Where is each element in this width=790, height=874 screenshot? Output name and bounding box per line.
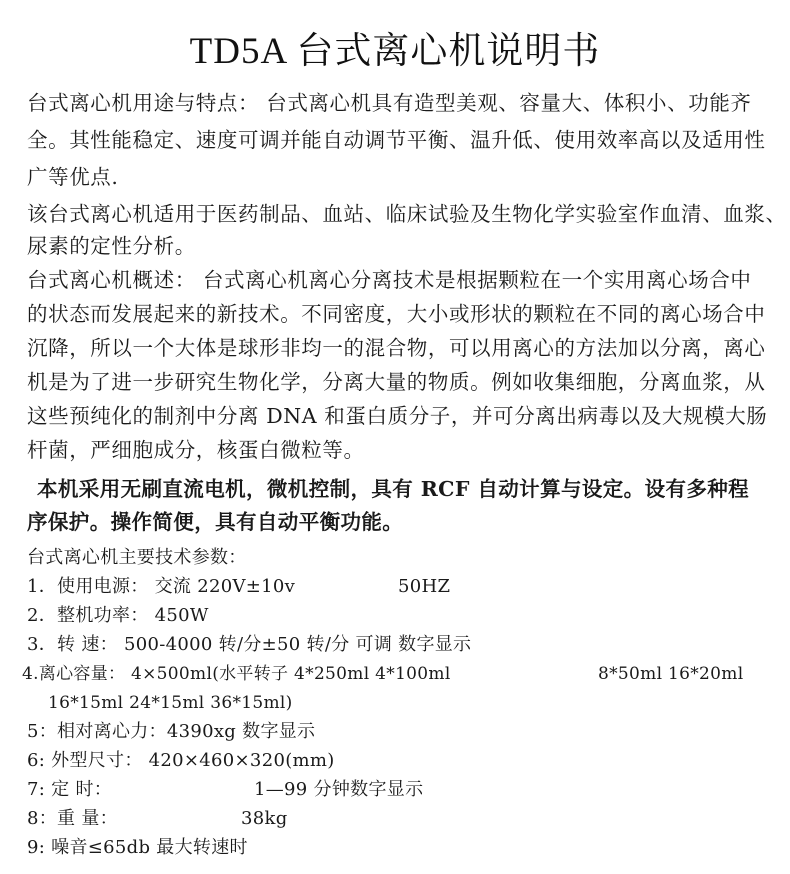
highlight-line: 本机采用无刷直流电机，微机控制，具有 RCF 自动计算与设定。设有多种程 xyxy=(37,477,750,501)
paragraph-line: 机是为了进一步研究生物化学，分离大量的物质。例如收集细胞，分离血浆，从 xyxy=(27,370,766,394)
spec-item-capacity-extra: 8*50ml 16*20ml xyxy=(598,664,744,684)
paragraph-line: 该台式离心机适用于医药制品、血站、临床试验及生物化学实验室作血清、血浆、 xyxy=(27,202,787,226)
spec-item-timer: 7: 定 时： xyxy=(27,779,113,800)
paragraph-line: 的状态而发展起来的新技术。不同密度，大小或形状的颗粒在不同的离心场合中 xyxy=(27,302,766,326)
spec-item-capacity: 4.离心容量： 4×500ml(水平转子 4*250ml 4*100ml xyxy=(22,664,451,684)
spec-item-dimensions: 6: 外型尺寸： 420×460×320(mm) xyxy=(27,750,335,771)
spec-item-power: 2．整机功率： 450W xyxy=(27,605,209,626)
specs-heading: 台式离心机主要技术参数： xyxy=(27,547,247,568)
highlight-line: 序保护。操作简便，具有自动平衡功能。 xyxy=(27,510,404,534)
spec-item-noise: 9: 噪音≤65db 最大转速时 xyxy=(27,837,248,858)
page-title: TD5A 台式离心机说明书 xyxy=(189,31,601,72)
spec-item-power-supply: 1．使用电源： 交流 220V±10v xyxy=(27,576,296,597)
paragraph-line: 台式离心机概述： 台式离心机离心分离技术是根据颗粒在一个实用离心场合中 xyxy=(27,268,752,292)
paragraph-line: 台式离心机用途与特点： 台式离心机具有造型美观、容量大、体积小、功能齐 xyxy=(27,91,752,115)
paragraph-line: 这些预纯化的制剂中分离 DNA 和蛋白质分子，并可分离出病毒以及大规模大肠 xyxy=(27,404,768,428)
spec-item-weight-value: 38kg xyxy=(241,808,288,829)
paragraph-line: 广等优点. xyxy=(27,165,119,189)
spec-item-weight: 8：重 量： xyxy=(27,808,118,829)
paragraph-line: 沉降，所以一个大体是球形非均一的混合物，可以用离心的方法加以分离，离心 xyxy=(27,336,766,360)
spec-item-rcf: 5：相对离心力：4390xg 数字显示 xyxy=(27,721,316,742)
spec-item-timer-value: 1—99 分钟数字显示 xyxy=(254,779,424,800)
paragraph-line: 尿素的定性分析。 xyxy=(27,234,196,258)
paragraph-line: 杆菌，严细胞成分，核蛋白微粒等。 xyxy=(27,438,365,462)
spec-item-frequency: 50HZ xyxy=(398,576,451,597)
spec-item-speed: 3．转 速： 500-4000 转/分±50 转/分 可调 数字显示 xyxy=(27,634,472,655)
spec-item-capacity-continued: 16*15ml 24*15ml 36*15ml) xyxy=(48,693,293,713)
paragraph-line: 全。其性能稳定、速度可调并能自动调节平衡、温升低、使用效率高以及适用性 xyxy=(27,128,766,152)
